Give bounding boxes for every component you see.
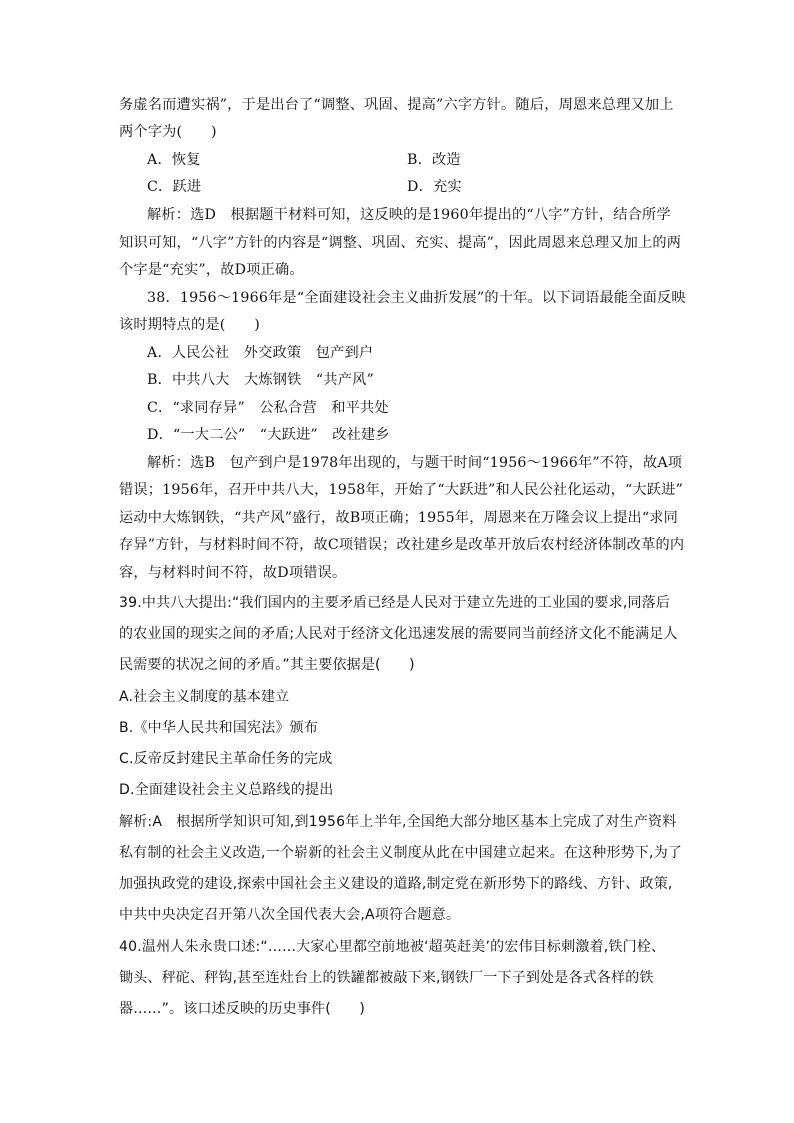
q38-stem-line1: 38．1956～1966年是“全面建设社会主义曲折发展”的十年。以下词语最能全面反映 [147,290,686,306]
q38-analysis-line5: 容，与材料时间不符，故D项错误。 [119,565,347,581]
q39-option-c: C.反帝反封建民主革命任务的完成 [119,751,333,767]
q39-analysis-line1: 解析:A 根据所学知识可知,到1956年上半年,全国绝大部分地区基本上完成了对生产资料 [119,814,677,830]
q39-option-d: D.全面建设社会主义总路线的提出 [119,782,334,798]
q37-stem-line2: 两个字为( ) [119,124,217,140]
q38-option-d: D．“一大二公” “大跃进” 改社建乡 [147,427,390,443]
q37-analysis-line3: 个字是“充实”，故D项正确。 [119,262,304,278]
q39-option-b: B.《中华人民共和国宪法》颁布 [119,720,319,736]
q37-option-b: B．改造 [407,152,461,168]
q37-option-a: A．恢复 [147,152,201,168]
q39-analysis-line2: 私有制的社会主义改造,一个崭新的社会主义制度从此在中国建立起来。在这种形势下,为了 [119,845,683,861]
q37-analysis-line2: 知识可知，“八字”方针的内容是“调整、巩固、充实、提高”，因此周恩来总理又加上的两 [119,235,682,251]
q39-analysis-line4: 中共中央决定召开第八次全国代表大会,A项符合题意。 [119,907,461,923]
q39-stem-line2: 的农业国的现实之间的矛盾;人民对于经济文化迅速发展的需要同当前经济文化不能满足人 [119,626,678,642]
q40-stem-line3: 器……”。该口述反映的历史事件( ) [119,1001,365,1017]
q37-option-c: C．跃进 [147,179,202,195]
q38-analysis-line3: 运动中大炼钢铁，“共产风”盛行，故B项正确；1955年，周恩来在万隆会议上提出“求同 [119,510,679,526]
q38-option-c: C．“求同存异” 公私合营 和平共处 [147,400,389,416]
q38-analysis-line2: 错误；1956年，召开中共八大，1958年，开始了“大跃进”和人民公社化运动，“大跃进” [119,482,684,498]
q38-analysis-line4: 存异”方针，与材料时间不符，故C项错误；改社建乡是改革开放后农村经济体制改革的内 [119,537,685,553]
q37-stem-line1: 务虚名而遭实祸”，于是出台了“调整、巩固、提高”六字方针。随后，周恩来总理又加上 [119,97,674,113]
q38-analysis-line1: 解析：选B 包产到户是1978年出现的，与题干时间“1956～1966年”不符，故A项 [147,455,683,471]
q39-stem-line1: 39.中共八大提出:“我们国内的主要矛盾已经是人民对于建立先进的工业国的要求,同落后 [119,595,671,611]
q39-stem-line3: 民需要的状况之间的矛盾。”其主要依据是( ) [119,657,415,673]
q38-option-b: B．中共八大 大炼钢铁 “共产风” [147,372,374,388]
q39-option-a: A.社会主义制度的基本建立 [119,689,290,705]
q38-option-a: A．人民公社 外交政策 包产到户 [147,345,374,361]
q40-stem-line2: 锄头、秤砣、秤钩,甚至连灶台上的铁罐都被敲下来,钢铁厂一下子到处是各式各样的铁 [119,970,654,986]
q38-stem-line2: 该时期特点的是( ) [119,317,260,333]
q39-analysis-line3: 加强执政党的建设,探索中国社会主义建设的道路,制定党在新形势下的路线、方针、政策, [119,876,673,892]
q40-stem-line1: 40.温州人朱永贵口述:“……大家心里都空前地被‘超英赶美’的宏伟目标刺激着,铁门栓、 [119,939,666,955]
q37-analysis-line1: 解析：选D 根据题干材料可知，这反映的是1960年提出的“八字”方针，结合所学 [147,207,671,223]
q37-option-d: D．充实 [407,179,462,195]
